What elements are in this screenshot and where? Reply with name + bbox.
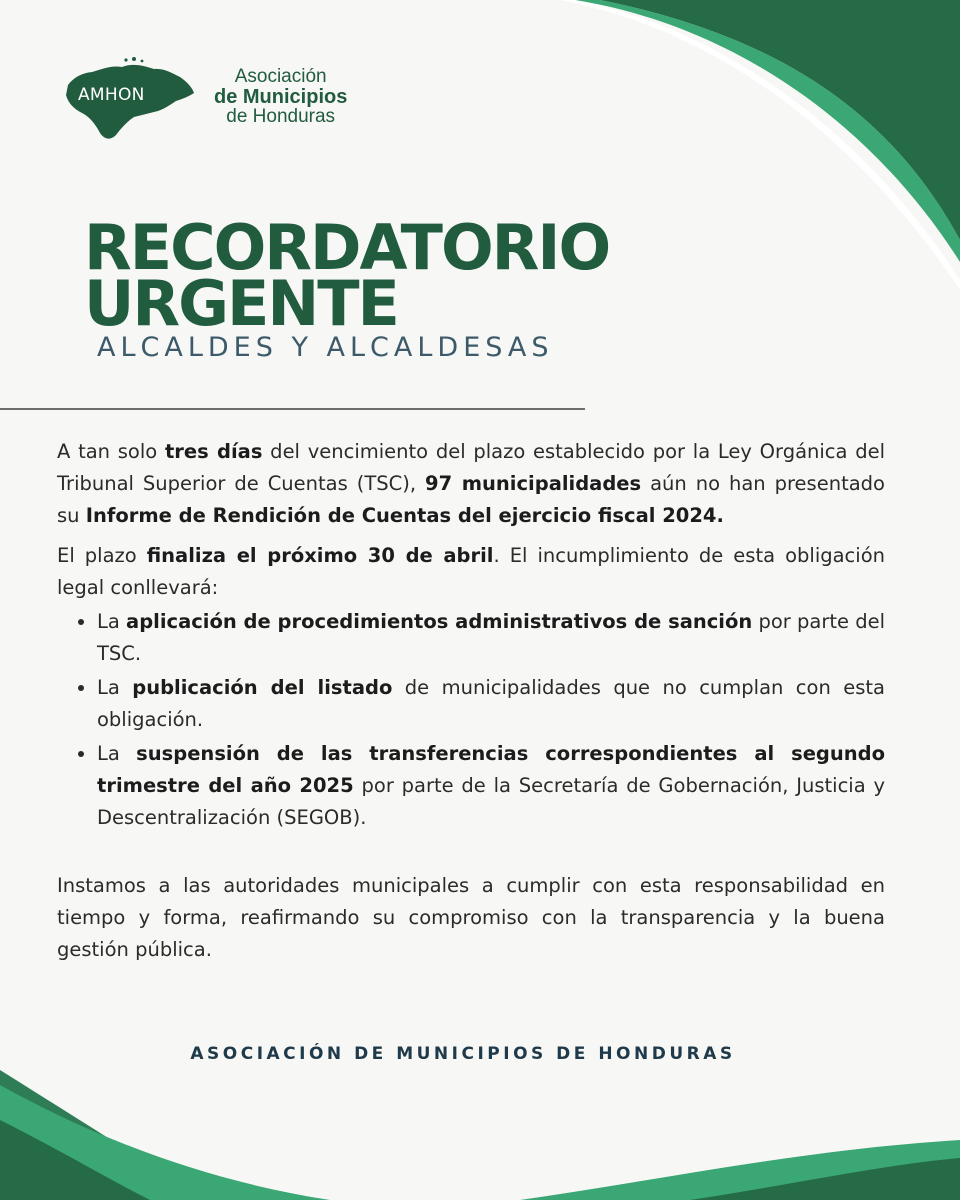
announcement-body (57, 436, 885, 836)
footer-organization: ASOCIACIÓN DE MUNICIPIOS DE HONDURAS (190, 1044, 736, 1064)
bullet-3-pre: La (97, 742, 137, 765)
amhon-logo (60, 55, 380, 145)
p2-text-2: . El incumplimiento de esta obligación legal conllevará: (57, 544, 885, 599)
page-subtitle: ALCALDES Y ALCALDESAS (97, 332, 554, 363)
bullet-3-bold: suspensión de las transferencias correspondientes al segundo trimestre del año 2025 (97, 742, 886, 797)
list-item (97, 738, 885, 834)
consequences-list (57, 606, 885, 834)
p2-bold-1: finaliza el próximo 30 de abril (146, 544, 494, 567)
p2-text-1: El plazo (57, 544, 147, 567)
bullet-2-bold: publicación del listado (132, 676, 393, 699)
page-title (84, 211, 610, 340)
logo-line-1: Asociación (234, 66, 327, 87)
logo-wordmark (214, 67, 347, 127)
bullet-1-bold: aplicación de procedimientos administrativos de sanción (126, 610, 753, 633)
list-item (97, 606, 885, 670)
p1-text-2: del vencimiento del plazo establecido por la Ley Orgánica del Tribunal Superior de Cuentas (TSC), (57, 440, 886, 495)
bullet-1-pre: La (97, 610, 127, 633)
p1-text-1: A tan solo (57, 440, 165, 463)
bullet-2-pre: La (97, 676, 133, 699)
logo-line-3: de Honduras (226, 106, 336, 127)
bullet-2-post: de municipalidades que no cumplan con esta obligación. (97, 676, 885, 731)
bullet-3-post: por parte de la Secretaría de Gobernación, Justicia y Descentralización (SEGOB). (97, 774, 885, 829)
divider-line (0, 408, 585, 410)
title-line-1: RECORDATORIO (84, 211, 610, 284)
p1-text-3: aún no han presentado su (57, 472, 885, 527)
logo-abbreviation: AMHON (78, 85, 145, 105)
p1-bold-2: 97 municipalidades (425, 472, 642, 495)
paragraph-intro (57, 436, 885, 532)
bullet-1-post: por parte del TSC. (97, 610, 886, 665)
p1-bold-1: tres días (164, 440, 263, 463)
paragraph-deadline (57, 540, 885, 604)
p1-bold-3: Informe de Rendición de Cuentas del ejercicio fiscal 2024. (85, 504, 724, 527)
paragraph-closing: Instamos a las autoridades municipales a cumplir con esta responsabilidad en tiempo y forma, reafirmando su compromiso con la transparencia y la buena gestión pública. (57, 874, 885, 961)
title-line-2: URGENTE (84, 267, 398, 340)
list-item (97, 672, 885, 736)
top-right-dark-wave (600, 0, 960, 240)
logo-line-2: de Municipios (214, 86, 348, 108)
